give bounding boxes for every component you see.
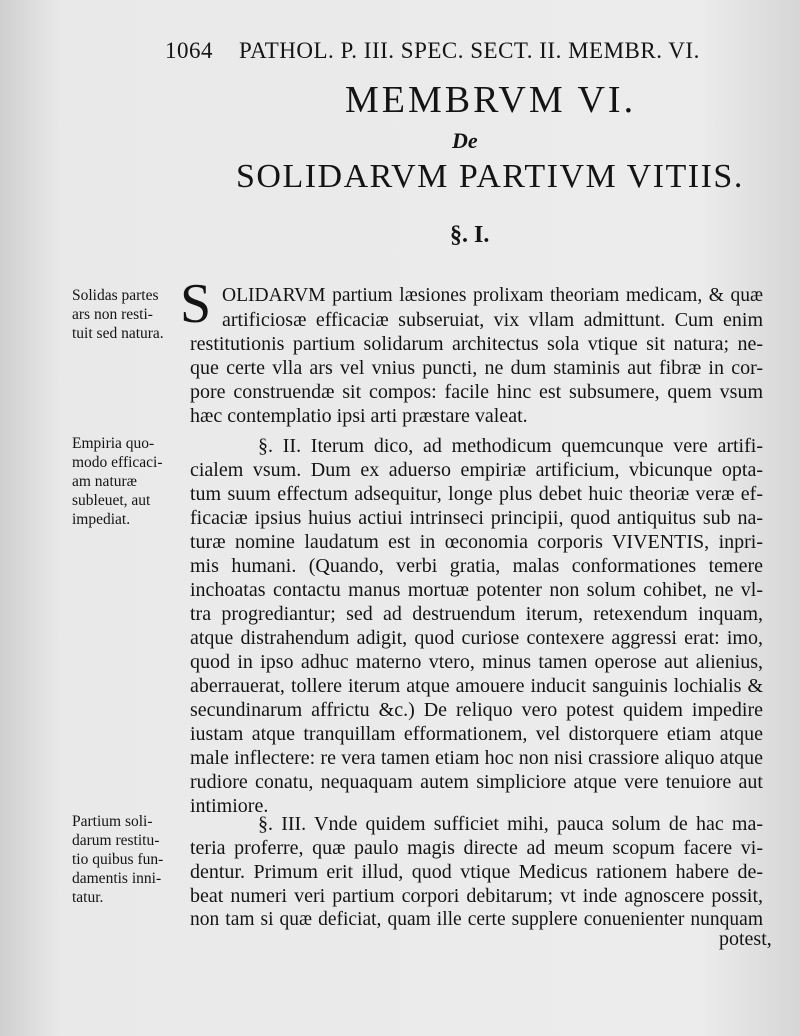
text-line: pore construendæ sit compos: facile hinc est subsumere, quem vsum (190, 381, 763, 403)
margin-note-line: Partium soli- (72, 813, 153, 830)
margin-note-line: damentis inni- (72, 870, 162, 887)
section-mark: §. I. (450, 222, 490, 248)
text-line: §. II. Iterum dico, ad methodicum quemcunque vere artifi- (258, 435, 763, 457)
text-line: secundinarum affrictu &c.) De reliquo vero potest quidem impedire (190, 699, 763, 721)
text-line: aberrauerat, tollere iterum atque amouere inducit sanguinis lochialis & (190, 675, 763, 697)
margin-note-2 (72, 434, 182, 529)
catchword: potest, (719, 928, 772, 950)
text-line: §. III. Vnde quidem sufficiet mihi, pauca solum de hac ma- (258, 813, 763, 835)
text-line: artificiosæ efficaciæ subseruiat, vix vllam admittunt. Cum enim (222, 309, 763, 331)
text-line: tum suum effectum adsequitur, longe plus debet huic theoriæ veræ ef- (190, 483, 763, 505)
subject-title: SOLIDARVM PARTIVM VITIIS. (236, 158, 744, 195)
margin-note-line: darum restitu- (72, 832, 160, 849)
margin-note-line: modo efficaci- (72, 454, 163, 471)
margin-note-line: am naturæ (72, 473, 137, 490)
margin-note-3 (72, 812, 182, 907)
membrum-title: MEMBRVM VI. (345, 79, 637, 121)
text-line: ficaciæ ipsius huius actiui intrinseci principii, quod antiquitus sub na- (190, 507, 763, 529)
text-line: male inflectere: re vera tamen etiam hoc non nisi crassiore aliquo atque (190, 747, 763, 769)
text-line: iustam atque tranquillam efformationem, vel distorquere etiam atque (190, 723, 763, 745)
text-line: dentur. Primum erit illud, quod vtique Medicus rationem habere de- (190, 861, 763, 883)
running-header (165, 38, 705, 64)
margin-note-line: tuit sed natura. (72, 325, 164, 342)
text-line: quod in ipso adhuc materno vtero, minus tamen operose aut alienius, (190, 651, 763, 673)
title-de: De (452, 128, 478, 153)
text-line: turæ nomine laudatum est in œconomia corporis VIVENTIS, inpri- (190, 531, 763, 553)
text-line: rudiore conatu, nequaquam autem simpliciore atque vere tenuiore aut (190, 771, 763, 793)
text-line: restitutionis partium solidarum architectus sola vtique sit natura; ne- (190, 333, 763, 355)
text-line: teria proferre, quæ paulo magis directe ad meum scopum facere vi- (190, 837, 763, 859)
margin-note-line: Solidas partes (72, 287, 159, 304)
text-line: atque distrahendum adigit, quod curiose contexere aggressi erat: imo, (190, 627, 763, 649)
text-line: non tam si quæ deficiat, quam ille certe supplere conuenienter nunquam (190, 909, 763, 930)
margin-note-line: Empiria quo- (72, 435, 155, 452)
page-number: 1064 (165, 38, 213, 63)
margin-note-line: subleuet, aut (72, 492, 151, 509)
margin-note-line: tatur. (72, 889, 104, 906)
margin-note-line: ars non resti- (72, 306, 153, 323)
running-title: PATHOL. P. III. SPEC. SECT. II. MEMBR. VI. (239, 38, 700, 63)
text-line: inchoatas contactu manus mortuæ potenter non solum cohibet, ne vl- (190, 579, 763, 601)
text-line: cialem vsum. Dum ex aduerso empiriæ artificium, vbicunque opta- (190, 459, 763, 481)
text-line: que certe vlla ars vel vnius puncti, ne dum staminis aut fibræ in cor- (190, 357, 763, 379)
margin-note-line: tio quibus fun- (72, 851, 164, 868)
drop-cap: S (180, 273, 212, 335)
text-line: hæc contemplatio ipsi arti præstare valeat. (190, 405, 528, 427)
text-line: mis humani. (Quando, verbi gratia, malas conformationes temere (190, 555, 763, 577)
text-line: OLIDARVM partium læsiones prolixam theoriam medicam, & quæ (222, 285, 763, 306)
text-line: beat numeri veri partium corpori debitarum; vt inde agnoscere possit, (190, 885, 763, 907)
margin-note-1 (72, 286, 182, 343)
text-line: intimiore. (190, 795, 269, 817)
text-line: tra progrediantur; sed ad destruendum iterum, retexendum inquam, (190, 603, 763, 625)
margin-note-line: impediat. (72, 511, 131, 528)
